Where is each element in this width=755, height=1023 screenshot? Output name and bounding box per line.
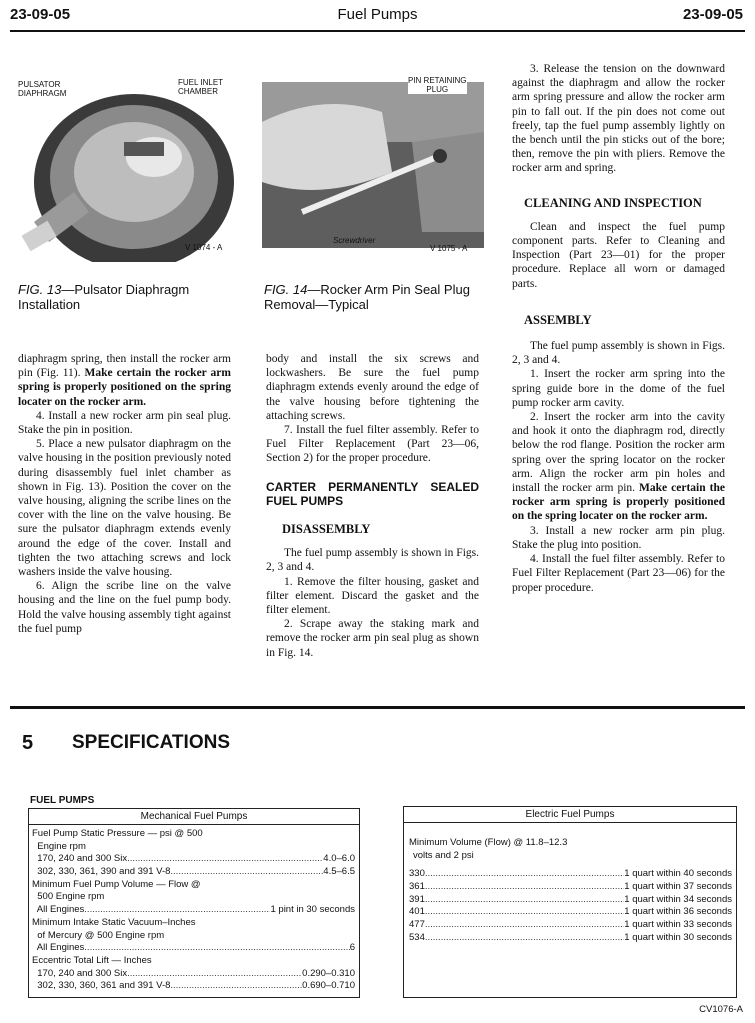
row-label: 170, 240 and 300 Six (32, 853, 128, 865)
electric-table-rows (409, 868, 732, 944)
heading-carter-pumps: CARTER PERMANENTLY SEALED FUEL PUMPS (266, 479, 479, 508)
row-label: 534 (409, 931, 425, 943)
figure-14-caption-text: —Rocker Arm Pin Seal Plug Removal—Typical (264, 282, 470, 312)
row-value: 0.290–0.310 (302, 967, 355, 979)
col3-paragraph-6: 3. Install a new rocker arm pin plug. Stake the plug into position. (512, 524, 725, 551)
col3-paragraph-3: The fuel pump assembly is shown in Figs. 2, 3 and 4. (512, 340, 725, 367)
col2-paragraph-2: 7. Install the fuel filter assembly. Refer to Fuel Filter Replacement (Part 23—06, Section 2) for the proper procedure. (266, 424, 479, 465)
leader-dots (425, 868, 624, 881)
header-rule (10, 30, 745, 32)
figure-13-code: V 1074 - A (185, 243, 223, 252)
figure-14-image (262, 82, 484, 248)
callout-pulsator-diaphragm: PULSATOR DIAPHRAGM (18, 80, 67, 98)
col3-paragraph-4: 1. Insert the rocker arm spring into the spring guide bore in the dome of the fuel pump rocker arm cavity. (512, 368, 725, 409)
figure-13-image (14, 72, 244, 262)
figure-14-number: FIG. 14 (264, 282, 308, 297)
figure-13-number: FIG. 13 (18, 282, 62, 297)
mechanical-table-body (29, 825, 359, 993)
col3-p5-warning: Make certain the rocker arm spring is properly positioned on the spring locater on the rocker arm. (512, 482, 725, 523)
table-row (32, 955, 355, 968)
leader-dots (425, 919, 624, 932)
col2-paragraph-1: body and install the six screws and lockwashers. Be sure the fuel pump diaphragm extends evenly around the edge of the valve housing before tightening the attaching screws. (266, 353, 479, 422)
leader-dots (170, 866, 323, 879)
row-value: 1 quart within 33 seconds (624, 919, 732, 931)
mechanical-table-title: Mechanical Fuel Pumps (29, 809, 359, 825)
row-label: 477 (409, 919, 425, 931)
heading-assembly: ASSEMBLY (524, 312, 592, 327)
col2-paragraph-3: The fuel pump assembly is shown in Figs. 2, 3 and 4. (266, 547, 479, 574)
col1-paragraph-1 (18, 352, 231, 409)
section-number: 5 (22, 732, 34, 754)
column-2 (266, 352, 479, 660)
row-value: 1 pint in 30 seconds (270, 904, 355, 916)
leader-dots (84, 942, 349, 955)
row-value: 1 quart within 40 seconds (624, 868, 732, 880)
row-label: of Mercury @ 500 Engine rpm (32, 929, 165, 941)
row-value: 1 quart within 30 seconds (624, 931, 732, 943)
row-label: 500 Engine rpm (32, 891, 105, 903)
electric-table-body (404, 823, 736, 945)
row-value: 6 (349, 942, 355, 954)
col3-paragraph-7: 4. Install the fuel filter assembly. Refer to Fuel Filter Replacement (Part 23—06) for the proper procedure. (512, 553, 725, 594)
row-label: All Engines (32, 942, 85, 954)
row-label: 361 (409, 881, 425, 893)
leader-dots (84, 904, 270, 917)
row-value: 1 quart within 37 seconds (624, 881, 732, 893)
table-row (32, 942, 355, 955)
table-row (32, 841, 355, 854)
col3-paragraph-2: Clean and inspect the fuel pump component parts. Refer to Cleaning and Inspection (Part 23—01) for the proper procedure. Replace all worn or damaged parts. (512, 220, 725, 290)
pulsator-diaphragm-illustration (14, 72, 244, 262)
heading-disassembly: DISASSEMBLY (282, 522, 371, 537)
row-label: 170, 240 and 300 Six (32, 967, 128, 979)
table-row (32, 879, 355, 892)
row-label: Minimum Intake Static Vacuum–Inches (32, 916, 196, 928)
callout-fuel-inlet-chamber: FUEL INLET CHAMBER (178, 78, 224, 96)
table-row (409, 919, 732, 932)
table-row (32, 853, 355, 866)
rocker-arm-pin-plug-illustration (262, 82, 484, 248)
table-row (409, 894, 732, 907)
table-row (32, 917, 355, 930)
row-label: Fuel Pump Static Pressure — psi @ 500 (32, 828, 203, 839)
leader-dots (425, 894, 624, 907)
row-value: 1 quart within 36 seconds (624, 906, 732, 918)
electric-intro-line-2: volts and 2 psi (413, 849, 474, 861)
col3-paragraph-5 (512, 410, 725, 524)
section-title: SPECIFICATIONS (72, 732, 230, 753)
figure-13-caption (18, 282, 243, 312)
leader-dots (127, 853, 323, 866)
figure-13-caption-text: —Pulsator Diaphragm Installation (18, 282, 190, 312)
page-number-right: 23-09-05 (682, 6, 743, 23)
leader-dots (425, 906, 624, 919)
figure-14-code: V 1075 - A (430, 244, 468, 253)
table-row (32, 891, 355, 904)
col3-paragraph-1: 3. Release the tension on the downward against the diaphragm and allow the rocker arm spring pressure and allow the rocker arm pin to fall out. If the pin does not come out freely, tap the fuel pump assembly lightly on the bench until the pin sticks out of the bore; then, remove the pin with pliers. Remove the rocker arm and spring. (512, 63, 725, 175)
figure-code-footer: CV1076-A (699, 1004, 743, 1015)
table-row (32, 828, 355, 841)
table-row (32, 930, 355, 943)
leader-dots (127, 968, 302, 981)
row-label: Minimum Fuel Pump Volume — Flow @ (32, 878, 201, 890)
electric-intro-line-1: Minimum Volume (Flow) @ 11.8–12.3 (409, 837, 568, 848)
row-label: 302, 330, 360, 361 and 391 V-8 (32, 980, 171, 992)
row-label: 330 (409, 868, 425, 880)
spec-group-label: FUEL PUMPS (30, 795, 95, 806)
figure-14-caption (264, 282, 489, 312)
table-row (32, 968, 355, 981)
col1-paragraph-3: 5. Place a new pulsator diaphragm on the valve housing in the position previously noted during disassembly fuel inlet chamber as shown in Fig. 13). Position the cover on the valve housing, aligning the scribe lines on the cover with the line on the valve housing. Be sure the pulsator diaphragm extends evenly around the edge of the cover. Install and tighten the two attaching screws and lock washers inside the valve housing. (18, 438, 231, 579)
table-row (409, 881, 732, 894)
row-value: 4.5–6.5 (323, 866, 355, 878)
section-rule (10, 706, 745, 709)
table-row (32, 866, 355, 879)
table-row (32, 904, 355, 917)
page-number-left: 23-09-05 (10, 6, 71, 23)
row-label: 401 (409, 906, 425, 918)
leader-dots (425, 881, 624, 894)
row-label: Eccentric Total Lift — Inches (32, 954, 152, 966)
col3-p5-text: 2. Insert the rocker arm into the cavity and hook it onto the diaphragm rod, directly below the rod flange. Position the rocker arm spring over the spring locator on the rocker arm. Align the rocker arm pin holes and install the rocker arm pin. (512, 411, 725, 495)
column-1 (18, 352, 231, 636)
page-title: Fuel Pumps (337, 6, 418, 23)
col2-paragraph-5: 2. Scrape away the staking mark and remove the rocker arm pin seal plug as shown in Fig. 14. (266, 618, 479, 659)
leader-dots (170, 980, 302, 993)
col1-paragraph-4: 6. Align the scribe line on the valve housing and the line on the fuel pump body. Hold the valve housing assembly tight against the fuel pump (18, 580, 231, 635)
row-label: 302, 330, 361, 390 and 391 V-8 (32, 866, 171, 878)
table-row (409, 868, 732, 881)
callout-pin-retaining-plug: PIN RETAINING PLUG (408, 76, 467, 94)
col1-p1-warning: Make certain the rocker arm spring is properly positioned on the spring locater on the rocker arm. (18, 367, 231, 408)
electric-table-title: Electric Fuel Pumps (404, 807, 736, 823)
leader-dots (425, 932, 624, 945)
col1-p1-text: diaphragm spring, then install the rocker arm pin (Fig. 11). (18, 353, 231, 380)
column-3 (512, 62, 725, 595)
electric-pumps-table (403, 806, 737, 998)
mechanical-pumps-table (28, 808, 360, 998)
col2-paragraph-4: 1. Remove the filter housing, gasket and filter element. Discard the gasket and the filter element. (266, 575, 479, 617)
row-label: All Engines (32, 904, 85, 916)
row-label: Engine rpm (32, 840, 86, 852)
row-value: 0.690–0.710 (302, 980, 355, 992)
heading-cleaning-inspection: CLEANING AND INSPECTION (524, 195, 702, 210)
row-label: 391 (409, 893, 425, 905)
table-row (32, 980, 355, 993)
col1-paragraph-2: 4. Install a new rocker arm pin seal plug. Stake the pin in position. (18, 409, 231, 437)
table-row (409, 906, 732, 919)
callout-screwdriver: Screwdriver (333, 236, 376, 245)
table-row (409, 932, 732, 945)
row-value: 4.0–6.0 (323, 853, 355, 865)
row-value: 1 quart within 34 seconds (624, 893, 732, 905)
